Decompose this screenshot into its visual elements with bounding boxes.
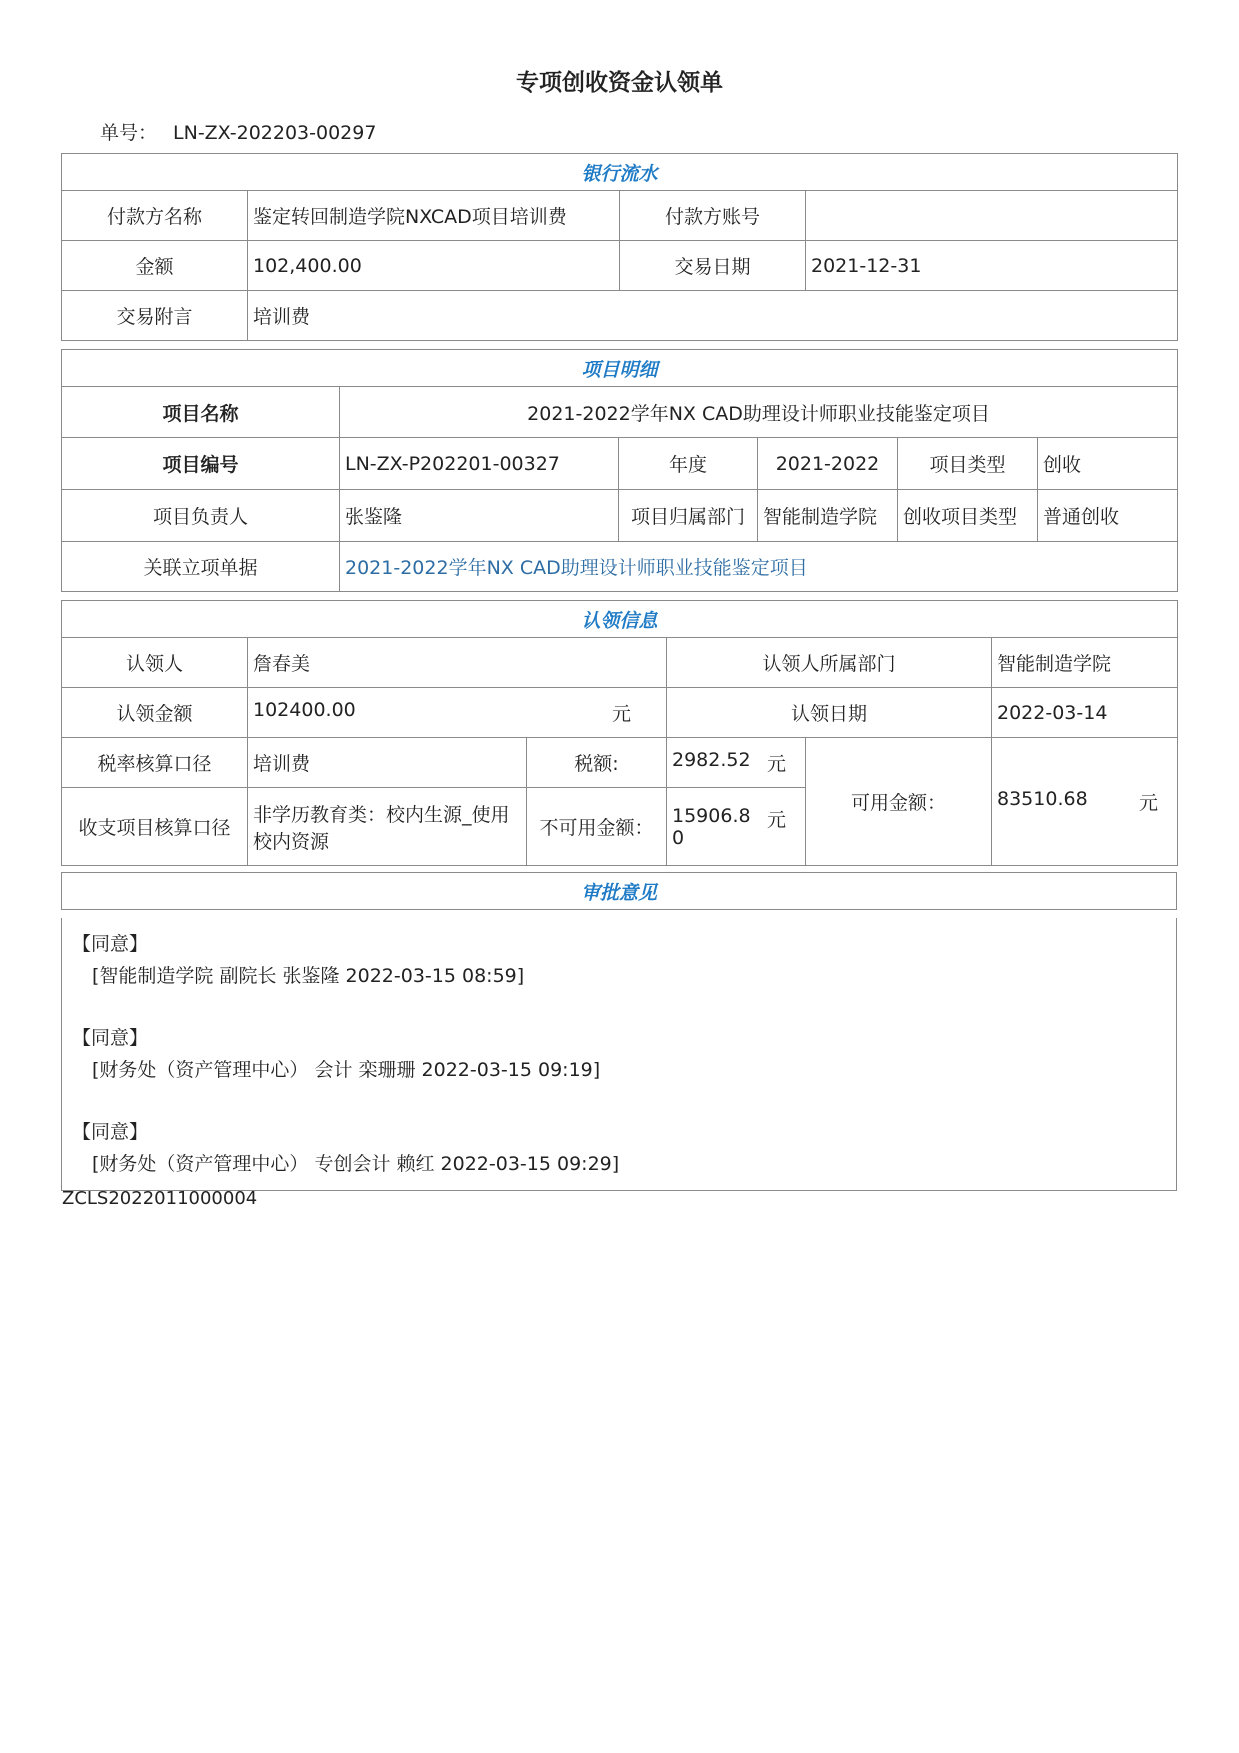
project-table xyxy=(61,349,1178,592)
document-number xyxy=(100,118,376,145)
unavailable-amount-value: 15906.80 xyxy=(672,804,751,849)
approval-list xyxy=(61,918,1177,1191)
unavailable-amount-cell xyxy=(667,788,806,866)
project-dept-value: 智能制造学院 xyxy=(758,490,898,542)
tax-unit: 元 xyxy=(766,753,786,775)
document-number-value: LN-ZX-202203-00297 xyxy=(173,122,377,144)
trade-date-label: 交易日期 xyxy=(620,241,806,291)
approval-detail: [财务处（资产管理中心） 会计 栾珊珊 2022-03-15 09:19] xyxy=(92,1059,601,1081)
project-owner-value: 张鉴隆 xyxy=(340,490,619,542)
claimant-dept-value: 智能制造学院 xyxy=(992,638,1178,688)
payer-account-value xyxy=(806,191,1178,241)
approval-detail: [财务处（资产管理中心） 专创会计 赖红 2022-03-15 09:29] xyxy=(92,1153,620,1175)
memo-label: 交易附言 xyxy=(62,291,248,341)
unavailable-amount-label: 不可用金额： xyxy=(527,788,667,866)
payer-account-label: 付款方账号 xyxy=(620,191,806,241)
payer-name-label: 付款方名称 xyxy=(62,191,248,241)
project-owner-label: 项目负责人 xyxy=(62,490,340,542)
approval-result: 【同意】 xyxy=(72,1121,149,1143)
project-section-header: 项目明细 xyxy=(62,350,1178,387)
payer-name-value: 鉴定转回制造学院NXCAD项目培训费 xyxy=(248,191,620,241)
available-amount-label: 可用金额： xyxy=(806,738,992,866)
available-amount-unit: 元 xyxy=(1139,792,1159,814)
tax-basis-label: 税率核算口径 xyxy=(62,738,248,788)
project-code-label: 项目编号 xyxy=(62,438,340,490)
claim-amount-value: 102400.00 xyxy=(253,699,356,721)
claim-table xyxy=(61,600,1178,866)
budget-basis-value: 非学历教育类：校内生源_使用校内资源 xyxy=(248,788,527,866)
tax-value: 2982.52 xyxy=(672,749,751,771)
approval-header-table xyxy=(61,872,1177,910)
claimant-label: 认领人 xyxy=(62,638,248,688)
year-value: 2021-2022 xyxy=(758,438,898,490)
approval-result: 【同意】 xyxy=(72,933,149,955)
claim-amount-unit: 元 xyxy=(611,703,631,725)
claim-amount-label: 认领金额 xyxy=(62,688,248,738)
budget-basis-label: 收支项目核算口径 xyxy=(62,788,248,866)
income-type-label: 创收项目类型 xyxy=(898,490,1038,542)
claim-section-header: 认领信息 xyxy=(62,601,1178,638)
amount-value: 102,400.00 xyxy=(248,241,620,291)
bank-table xyxy=(61,153,1178,341)
project-code-value: LN-ZX-P202201-00327 xyxy=(340,438,619,490)
available-amount-cell xyxy=(992,738,1178,866)
project-name-value: 2021-2022学年NX CAD助理设计师职业技能鉴定项目 xyxy=(340,387,1178,438)
page-title: 专项创收资金认领单 xyxy=(516,70,723,96)
approval-item xyxy=(72,1022,1176,1086)
project-type-label: 项目类型 xyxy=(898,438,1038,490)
memo-value: 培训费 xyxy=(248,291,1178,341)
claimant-value: 詹春美 xyxy=(248,638,667,688)
approval-detail: [智能制造学院 副院长 张鉴隆 2022-03-15 08:59] xyxy=(92,965,525,987)
claim-amount-cell xyxy=(248,688,667,738)
claim-date-label: 认领日期 xyxy=(667,688,992,738)
trade-date-value: 2021-12-31 xyxy=(806,241,1178,291)
claimant-dept-label: 认领人所属部门 xyxy=(667,638,992,688)
project-type-value: 创收 xyxy=(1038,438,1178,490)
related-doc-label: 关联立项单据 xyxy=(62,542,340,592)
available-amount-value: 83510.68 xyxy=(997,788,1088,810)
tax-basis-value: 培训费 xyxy=(248,738,527,788)
related-doc-link[interactable]: 2021-2022学年NX CAD助理设计师职业技能鉴定项目 xyxy=(340,542,1178,592)
approval-result: 【同意】 xyxy=(72,1027,149,1049)
amount-label: 金额 xyxy=(62,241,248,291)
document-number-label: 单号： xyxy=(100,122,158,144)
footer-code: ZCLS2022011000004 xyxy=(62,1188,258,1209)
claim-date-value: 2022-03-14 xyxy=(992,688,1178,738)
tax-cell xyxy=(667,738,806,788)
unavailable-amount-unit: 元 xyxy=(766,808,786,831)
tax-label: 税额: xyxy=(527,738,667,788)
year-label: 年度 xyxy=(619,438,758,490)
bank-section-header: 银行流水 xyxy=(62,154,1178,191)
project-dept-label: 项目归属部门 xyxy=(619,490,758,542)
approval-item xyxy=(72,1116,1176,1180)
project-name-label: 项目名称 xyxy=(62,387,340,438)
income-type-value: 普通创收 xyxy=(1038,490,1178,542)
approval-section-header: 审批意见 xyxy=(62,873,1177,910)
approval-item xyxy=(72,928,1176,992)
